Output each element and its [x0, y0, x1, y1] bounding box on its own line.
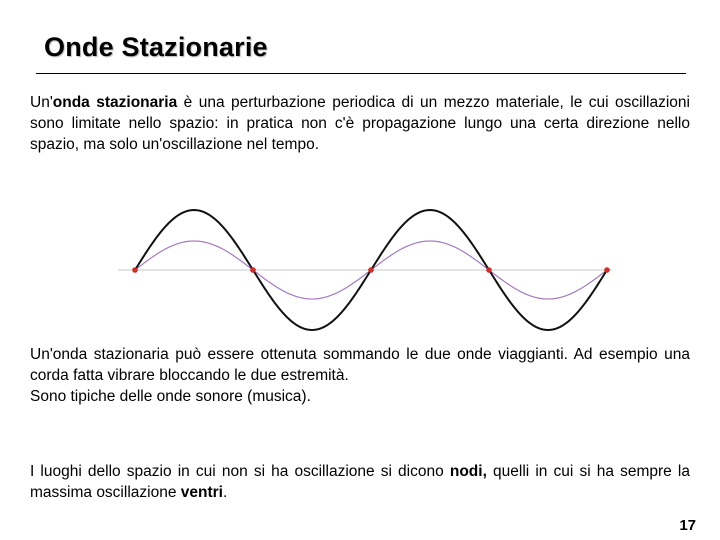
- slide-title: Onde Stazionarie: [44, 32, 268, 62]
- sound-waves-text: Sono tipiche delle onde sonore (musica).: [30, 388, 311, 405]
- term-ventri: ventri: [180, 484, 223, 501]
- definition-prefix: Un': [30, 94, 53, 111]
- nodes-intro-text: I luoghi dello spazio in cui non si ha oscillazione si dicono: [30, 463, 450, 480]
- node-point: [250, 267, 256, 273]
- node-point: [486, 267, 492, 273]
- paragraph-nodes-antinodes: [30, 461, 690, 503]
- node-point: [132, 267, 138, 273]
- nodes-mid-text: quelli in cui si ha sempre la massima oscillazione: [30, 463, 690, 501]
- paragraph-superposition: [30, 344, 690, 407]
- definition-text: è una perturbazione periodica di un mezzo materiale, le cui oscillazioni sono limitate nello spazio: in pratica non c'è propagazione lungo una certa direzione nello spazio, ma solo un'oscillazione nel tempo.: [30, 94, 690, 153]
- period-text: .: [222, 484, 228, 501]
- node-point: [368, 267, 374, 273]
- term-onda-stazionaria: onda stazionaria: [52, 94, 178, 111]
- node-point: [604, 267, 610, 273]
- superposition-text: Un'onda stazionaria può essere ottenuta sommando le due onde viaggianti. Ad esempio una corda fatta vibrare bloccando le due estremità.: [30, 346, 690, 384]
- term-nodi: nodi,: [449, 463, 487, 480]
- page-number: 17: [679, 517, 696, 534]
